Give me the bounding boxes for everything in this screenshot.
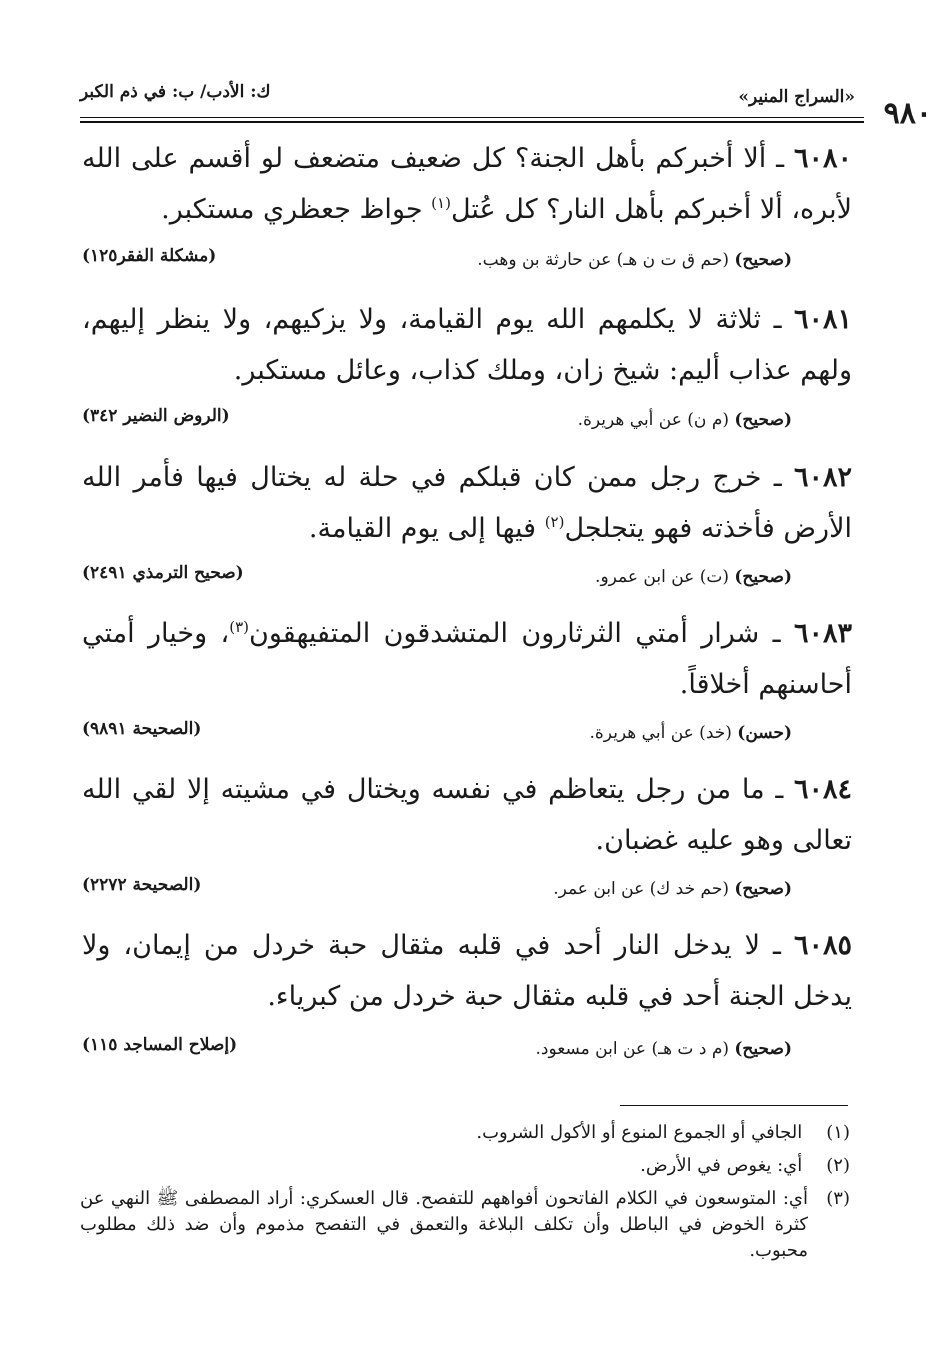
hadith-text-continued: جواظ جعظري مستكبر. [161,194,423,225]
hadith-grade: (صحيح) [734,410,792,430]
hadith-reference: (الصحيحة ٢٢٧٢) [82,875,202,895]
hadith-source-line [82,875,792,905]
hadith-entry [82,133,852,235]
hadith-narrator: (م ن) عن أبي هريرة. [577,410,729,430]
hadith-separator: ـ [772,618,781,649]
hadith-reference: (صحيح الترمذي ٢٤٩١) [82,563,244,583]
hadith-narrator: (ت) عن ابن عمرو. [595,567,729,587]
footnote-number: (٣) [826,1188,850,1209]
hadith-text: شرار أمتي الثرثارون المتشدقون المتفيهقون [249,618,760,649]
footnote-marker: (٢) [544,513,565,531]
hadith-number: ٦٠٨٠ [793,143,852,174]
hadith-separator: ـ [776,143,785,174]
hadith-source-line [82,1035,792,1065]
hadith-entry [82,764,852,866]
footnote-number: (١) [826,1122,850,1143]
hadith-grade: (صحيح) [734,567,792,587]
hadith-reference: (مشكلة الفقر١٢٥) [82,246,217,266]
hadith-narrator: (حم خد ك) عن ابن عمر. [553,879,729,899]
hadith-source-line [82,406,792,436]
hadith-grade: (صحيح) [734,1039,792,1059]
footnote-marker: (١) [431,194,451,212]
footnote [80,1153,850,1179]
hadith-source-line [82,563,792,593]
hadith-number: ٦٠٨٢ [793,462,852,493]
hadith-entry [82,294,852,396]
hadith-grade: (صحيح) [734,879,792,899]
footnote-text: أي: يغوص في الأرض. [640,1155,803,1176]
hadith-source-line [82,246,792,276]
hadith-narrator: (حم ق ت ن هـ) عن حارثة بن وهب. [477,250,729,270]
hadith-number: ٦٠٨١ [793,304,852,335]
hadith-entry [82,920,852,1022]
hadith-number: ٦٠٨٥ [793,930,852,961]
hadith-source-line [82,719,792,749]
footnote-number: (٢) [826,1155,850,1176]
hadith-narrator: (م د ت هـ) عن ابن مسعود. [535,1039,729,1059]
hadith-separator: ـ [773,304,782,335]
header-rule-thick [80,121,864,123]
hadith-text-continued: فيها إلى يوم القيامة. [308,513,537,544]
hadith-reference: (إصلاح المساجد ١١٥) [82,1035,238,1055]
hadith-text: ثلاثة لا يكلمهم الله يوم القيامة، ولا يزكيهم، ولا ينظر إليهم، ولهم عذاب أليم: شيخ زان، وملك كذاب، وعائل مستكبر. [82,304,852,386]
section-heading: ك: الأدب/ ب: في ذم الكبر [80,82,271,102]
hadith-text-continued: ، وخيار أمتي أحاسنهم أخلاقاً. [82,618,852,700]
hadith-separator: ـ [773,462,782,493]
hadith-grade: (حسن) [737,723,792,743]
hadith-entry [82,608,852,710]
hadith-text: ألا أخبركم بأهل الجنة؟ كل ضعيف متضعف لو أقسم على الله لأبره، ألا أخبركم بأهل النار؟ كل عُتل [82,143,852,225]
header-rule-thin [80,117,864,118]
hadith-text: خرج رجل ممن كان قبلكم في حلة له يختال فيها فأمر الله الأرض فأخذته فهو يتجلجل [82,462,852,544]
book-title: «السراج المنير» [738,87,855,107]
hadith-reference: (الصحيحة ٩٨٩١) [82,719,202,739]
footnote-text: أي: المتوسعون في الكلام الفاتحون أفواههم للتفصح. قال العسكري: أراد المصطفى ﷺ النهي عن كثرة الخوض في الباطل وأن تكلف البلاغة والتعمق في التفصح مذموم وأن ضد ذلك مطلوب محبوب. [80,1188,808,1261]
hadith-number: ٦٠٨٤ [793,774,852,805]
page-number: ٩٨٠ [883,96,932,131]
hadith-separator: ـ [775,774,784,805]
footnote-marker: (٣) [229,618,250,636]
hadith-text: لا يدخل النار أحد في قلبه مثقال حبة خردل من إيمان، ولا يدخل الجنة أحد في قلبه مثقال حبة خردل من كبرياء. [82,930,852,1012]
hadith-grade: (صحيح) [734,250,792,270]
footnote-divider [620,1105,848,1106]
footnote-text: الجافي أو الجموع المنوع أو الأكول الشروب. [476,1122,803,1143]
hadith-narrator: (خد) عن أبي هريرة. [589,723,732,743]
hadith-number: ٦٠٨٣ [793,618,852,649]
footnote [80,1186,850,1264]
hadith-entry [82,452,852,554]
footnote [80,1120,850,1146]
hadith-text: ما من رجل يتعاظم في نفسه ويختال في مشيته إلا لقي الله تعالى وهو عليه غضبان. [82,774,852,856]
hadith-reference: (الروض النضير ٣٤٢) [82,406,230,426]
hadith-separator: ـ [773,930,781,961]
